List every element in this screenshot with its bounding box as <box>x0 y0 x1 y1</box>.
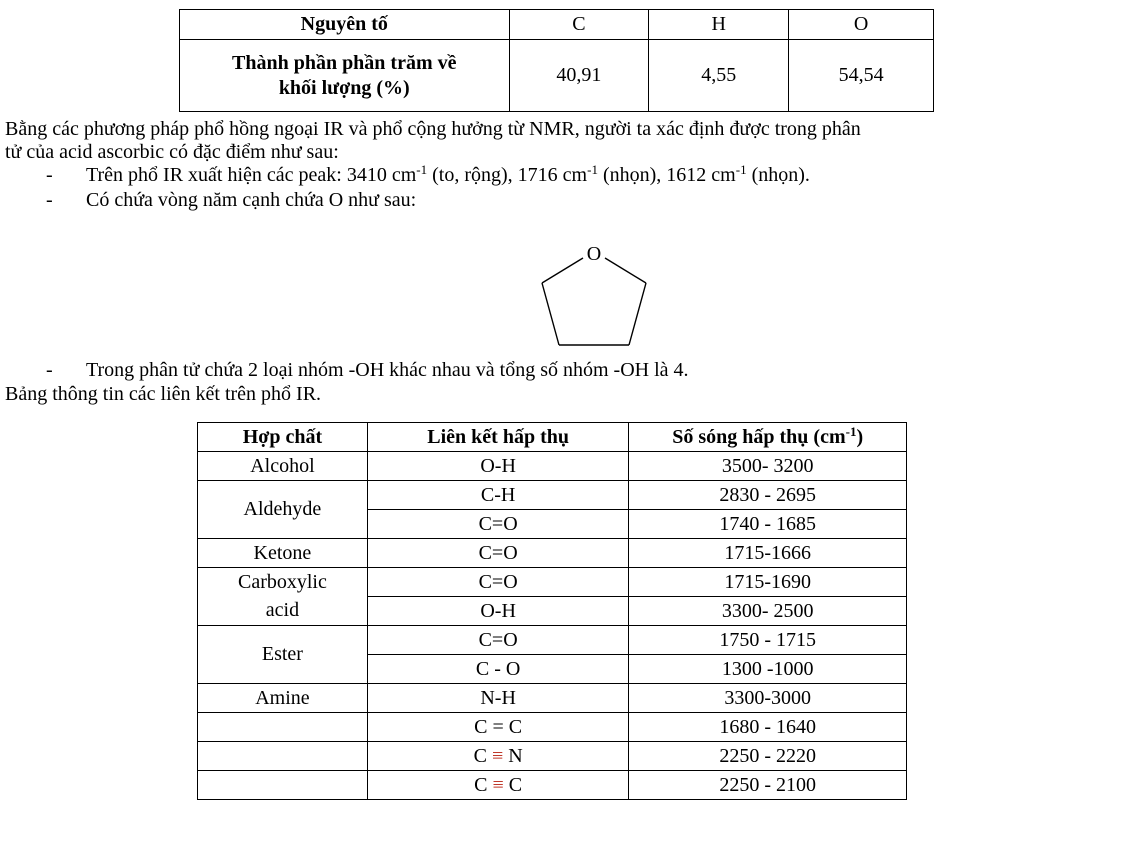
bond-cell: C=O <box>367 626 629 655</box>
intro-line-1: Bằng các phương pháp phổ hồng ngoại IR và phổ cộng hưởng từ NMR, người ta xác định được trong phân <box>5 118 861 140</box>
wavenumber-label: Số sóng hấp thụ (cm <box>672 425 846 448</box>
compound-cell: Ketone <box>198 539 368 568</box>
bullet-dash: - <box>46 189 53 211</box>
table-row <box>198 684 907 713</box>
bond-cell: C=O <box>367 539 629 568</box>
bond-c4-o <box>605 258 646 283</box>
composition-header-row <box>180 10 934 40</box>
bond-cell <box>367 742 629 771</box>
bond-cell: C=O <box>367 568 629 597</box>
wavenumber-cell: 1715-1690 <box>629 568 907 597</box>
ir-bond-table <box>197 422 907 800</box>
bullet-dash: - <box>46 164 53 186</box>
sup-c: -1 <box>735 162 747 177</box>
bond-cell: N-H <box>367 684 629 713</box>
bond-cell: O-H <box>367 452 629 481</box>
ring-oxygen-label: O <box>586 243 602 265</box>
wavenumber-cell: 2250 - 2220 <box>629 742 907 771</box>
header-c: C <box>509 10 649 40</box>
bond-cell <box>367 771 629 800</box>
table-row <box>198 539 907 568</box>
bond-atom-a: C <box>473 744 492 767</box>
header-wavenumber <box>629 423 907 452</box>
table-row <box>198 481 907 510</box>
composition-table <box>179 9 934 112</box>
header-compound: Hợp chất <box>198 423 368 452</box>
wavenumber-cell: 1715-1666 <box>629 539 907 568</box>
wavenumber-cell: 1740 - 1685 <box>629 510 907 539</box>
ir-text-c: (nhọn), 1612 cm <box>597 164 736 186</box>
compound-cell <box>198 713 368 742</box>
wavenumber-cell: 3500- 3200 <box>629 452 907 481</box>
compound-cell <box>198 771 368 800</box>
compound-cell: Aldehyde <box>198 481 368 539</box>
bond-cell: C - O <box>367 655 629 684</box>
compound-cell: Carboxylic <box>198 568 368 597</box>
bullet-oh-text: Trong phân tử chứa 2 loại nhóm -OH khác nhau và tổng số nhóm -OH là 4. <box>86 359 689 381</box>
triple-bond-symbol: ≡ <box>491 744 504 767</box>
wavenumber-cell: 2830 - 2695 <box>629 481 907 510</box>
value-o: 54,54 <box>789 40 934 112</box>
ir-text-a: Trên phổ IR xuất hiện các peak: 3410 cm <box>86 164 417 186</box>
wavenumber-close: ) <box>856 425 864 448</box>
row-label-line2: khối lượng (%) <box>278 76 410 99</box>
bond-atom-a: C <box>474 773 493 796</box>
sup-b: -1 <box>587 162 598 177</box>
compound-cell: acid <box>198 597 368 626</box>
wavenumber-cell: 1680 - 1640 <box>629 713 907 742</box>
row-label <box>180 40 510 112</box>
value-c: 40,91 <box>509 40 649 112</box>
table-row <box>198 568 907 597</box>
row-label-line1: Thành phần phần trăm về <box>231 51 457 74</box>
ir-table-caption: Bảng thông tin các liên kết trên phổ IR. <box>5 383 322 405</box>
ir-text-b: (to, rộng), 1716 cm <box>427 164 588 186</box>
table-row <box>198 452 907 481</box>
intro-line-2: tử của acid ascorbic có đặc điểm như sau: <box>5 141 339 163</box>
wavenumber-cell: 2250 - 2100 <box>629 771 907 800</box>
wavenumber-sup: -1 <box>845 423 857 439</box>
ring-bonds <box>542 258 646 345</box>
composition-value-row <box>180 40 934 112</box>
bullet-dash: - <box>46 359 53 381</box>
bond-c1-c2 <box>542 283 559 345</box>
bond-o-c1 <box>542 258 583 283</box>
wavenumber-cell: 1300 -1000 <box>629 655 907 684</box>
compound-cell: Ester <box>198 626 368 684</box>
value-h: 4,55 <box>649 40 789 112</box>
bond-cell: O-H <box>367 597 629 626</box>
header-element: Nguyên tố <box>180 10 510 40</box>
triple-bond-symbol: ≡ <box>492 773 504 796</box>
bond-cell: C = C <box>367 713 629 742</box>
compound-cell <box>198 742 368 771</box>
header-h: H <box>649 10 789 40</box>
bullet-ir-text <box>86 164 810 187</box>
table-row <box>198 597 907 626</box>
oxolane-ring-diagram <box>532 238 657 353</box>
bond-cell: C-H <box>367 481 629 510</box>
compound-cell: Alcohol <box>198 452 368 481</box>
ir-header-row <box>198 423 907 452</box>
table-row <box>198 626 907 655</box>
bond-atom-b: C <box>503 773 523 796</box>
wavenumber-cell: 3300- 2500 <box>629 597 907 626</box>
bond-cell: C=O <box>367 510 629 539</box>
table-row <box>198 713 907 742</box>
sup-a: -1 <box>416 162 428 177</box>
bond-c3-c4 <box>629 283 646 345</box>
ir-text-d: (nhọn). <box>746 164 810 186</box>
bond-atom-b: N <box>503 744 523 767</box>
header-bond: Liên kết hấp thụ <box>367 423 629 452</box>
header-o: O <box>789 10 934 40</box>
table-row <box>198 771 907 800</box>
wavenumber-cell: 3300-3000 <box>629 684 907 713</box>
wavenumber-cell: 1750 - 1715 <box>629 626 907 655</box>
bullet-ring-text: Có chứa vòng năm cạnh chứa O như sau: <box>86 189 417 211</box>
table-row <box>198 742 907 771</box>
compound-cell: Amine <box>198 684 368 713</box>
